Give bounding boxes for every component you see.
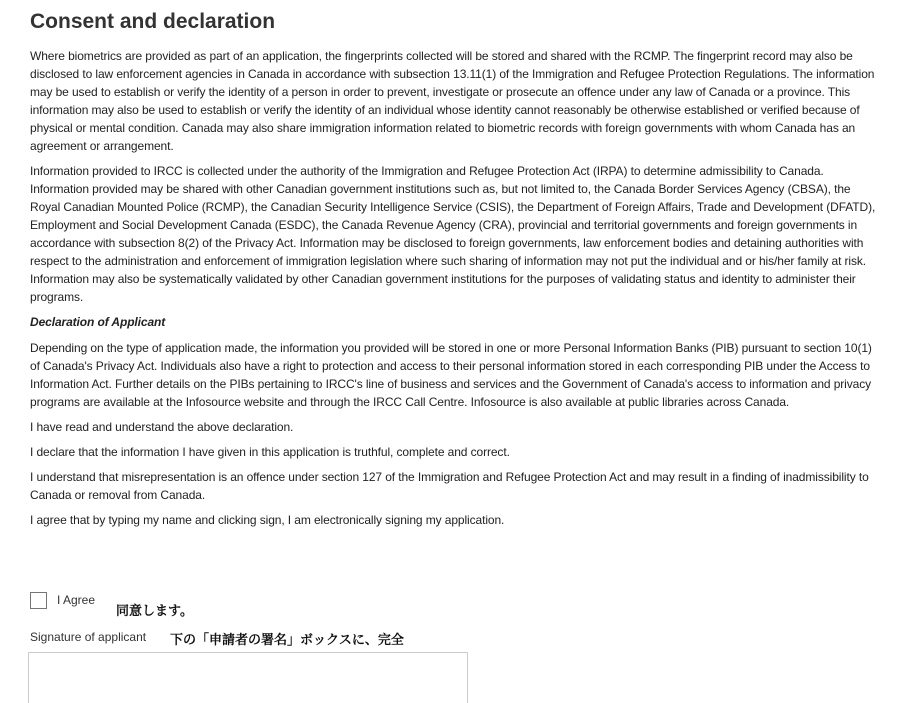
truthful-statement: I declare that the information I have given in this application is truthful, complete and correct. xyxy=(30,445,510,459)
ircc-info-paragraph: Information provided to IRCC is collected under the authority of the Immigration and Refugee Protection Act (IRPA) to determine admissibility to Canada. Information provided may be shared with other Canadian government institutions such as, but not limited to, the Canada Border Services Agency (CBSA), the Royal Canadian Mounted Police (RCMP), the Canadian Security Intelligence Service (CSIS), the Department of Foreign Affairs, Trade and Development (DFATD), Employment and Social Development Canada (ESDC), the Canada Revenue Agency (CRA), provincial and territorial governments and foreign governments in accordance with subsection 8(2) of the Privacy Act. Information may be disclosed to foreign governments, law enforcement bodies and detaining authorities with respect to the administration and enforcement of immigration legislation where such sharing of information may not put the individual and or his/her family at risk. Information may also be systematically validated by other Canadian government institutions for the purposes of validating status and identity to administer their programs. xyxy=(30,164,876,304)
read-understand-statement: I have read and understand the above declaration. xyxy=(30,420,294,434)
signature-input[interactable] xyxy=(28,652,468,703)
biometrics-paragraph: Where biometrics are provided as part of an application, the fingerprints collected will be stored and shared with the RCMP. The fingerprint record may also be disclosed to law enforcement agencies in Canada in accordance with subsection 13.11(1) of the Immigration and Refugee Protection Regulations. The information may be used to establish or verify the identity of a person in order to prevent, investigate or prosecute an offence under any law of Canada or a province. This information may also be used to establish or verify the identity of an individual whose identity cannot reasonably be otherwise established or verified because of physical or mental condition. Canada may also share immigration information related to biometric records with foreign governments with whom Canada has an agreement or arrangement. xyxy=(30,49,875,153)
page-title: Consent and declaration xyxy=(30,10,276,33)
agree-label[interactable]: I Agree xyxy=(57,593,96,607)
electronic-sign-statement: I agree that by typing my name and clicking sign, I am electronically signing my application. xyxy=(30,513,505,527)
signature-annotation-jp: 下の「申請者の署名」ボックスに、完全 xyxy=(170,633,404,648)
consent-page xyxy=(30,0,876,536)
agree-annotation-jp: 同意します。 xyxy=(116,604,193,619)
declaration-heading: Declaration of Applicant xyxy=(30,315,166,329)
signature-label: Signature of applicant xyxy=(30,630,147,644)
pib-paragraph: Depending on the type of application made, the information you provided will be stored in one or more Personal Information Banks (PIB) pursuant to section 10(1) of Canada's Privacy Act. Individuals also have a right to protection and access to their personal information stored in each corresponding PIB under the Access to Information Act. Further details on the PIBs pertaining to IRCC's line of business and services and the Government of Canada's access to information and privacy programs are available at the Infosource website and through the IRCC Call Centre. Infosource is also available at public libraries across Canada. xyxy=(30,341,872,409)
misrepresentation-statement: I understand that misrepresentation is an offence under section 127 of the Immigration and Refugee Protection Act and may result in a finding of inadmissibility to Canada or removal from Canada. xyxy=(30,470,869,502)
agree-checkbox[interactable] xyxy=(30,592,47,609)
